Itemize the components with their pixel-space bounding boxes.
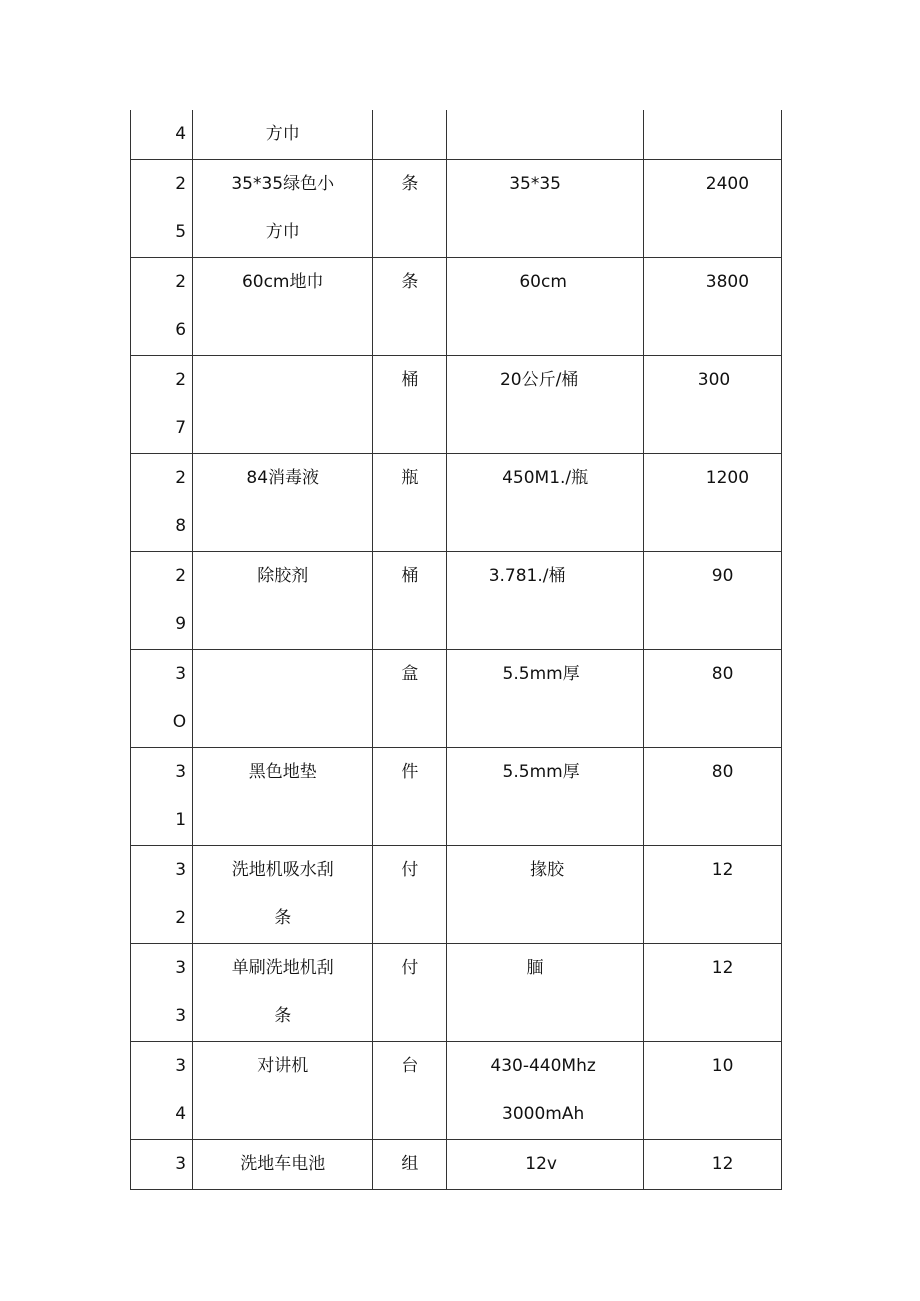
item-number: 6	[175, 320, 187, 340]
item-number: O	[172, 712, 187, 732]
item-number-cell	[131, 356, 193, 454]
quantity: 12	[711, 860, 734, 880]
unit-cell	[373, 1140, 447, 1190]
item-number: 2	[175, 272, 187, 292]
quantity: 3800	[705, 272, 750, 292]
quantity-cell	[643, 748, 781, 846]
item-number: 1	[175, 810, 187, 830]
item-name: 除胶剂	[257, 566, 309, 586]
spec-cell	[447, 1140, 643, 1190]
quantity-cell	[643, 454, 781, 552]
table-row	[131, 454, 782, 552]
table-row	[131, 748, 782, 846]
item-number: 4	[175, 1104, 187, 1124]
unit: 盒	[401, 664, 419, 684]
unit: 瓶	[401, 468, 419, 488]
spec: 5.5mm厚	[502, 762, 580, 782]
item-number-cell	[131, 944, 193, 1042]
spec-cell	[447, 846, 643, 944]
table-row	[131, 356, 782, 454]
quantity-cell	[643, 1042, 781, 1140]
quantity	[644, 110, 781, 158]
quantity: 300	[697, 370, 731, 390]
unit: 付	[401, 860, 419, 880]
spec: 60cm	[519, 272, 567, 292]
item-name: 黑色地垫	[248, 762, 317, 782]
item-number: 2	[175, 468, 187, 488]
table-row	[131, 1140, 782, 1190]
quantity-cell	[643, 258, 781, 356]
spec: 5.5mm厚	[502, 664, 580, 684]
spec-cell	[447, 650, 643, 748]
table-row	[131, 650, 782, 748]
quantity: 10	[711, 1056, 734, 1076]
item-number: 4	[175, 124, 187, 144]
item-number-cell	[131, 160, 193, 258]
item-name-cell	[193, 846, 373, 944]
item-name: 洗地车电池	[240, 1154, 326, 1174]
item-name-cell	[193, 944, 373, 1042]
item-name-cell	[193, 258, 373, 356]
unit: 桶	[401, 370, 419, 390]
item-name-cell	[193, 1042, 373, 1140]
spec: 450M1./瓶	[502, 468, 589, 488]
item-name-cell	[193, 110, 373, 160]
quantity-cell	[643, 160, 781, 258]
quantity: 12	[711, 958, 734, 978]
item-name: 条	[274, 1006, 292, 1026]
unit-cell	[373, 160, 447, 258]
item-number: 2	[175, 370, 187, 390]
unit: 组	[401, 1154, 419, 1174]
quantity: 90	[711, 566, 734, 586]
item-number-cell	[131, 650, 193, 748]
item-number: 2	[175, 174, 187, 194]
unit: 台	[401, 1056, 419, 1076]
item-name-cell	[193, 160, 373, 258]
item-number: 8	[175, 516, 187, 536]
item-number-cell	[131, 454, 193, 552]
spec-cell	[447, 748, 643, 846]
item-name	[193, 650, 372, 698]
unit: 付	[401, 958, 419, 978]
spec: 掾胶	[530, 860, 565, 880]
item-number: 3	[175, 860, 187, 880]
spec: 3000mAh	[502, 1104, 585, 1124]
item-name: 洗地机吸水刮	[231, 860, 334, 880]
unit-cell	[373, 650, 447, 748]
unit: 件	[401, 762, 419, 782]
item-number: 3	[175, 762, 187, 782]
unit-cell	[373, 846, 447, 944]
item-number: 3	[175, 1056, 187, 1076]
spec: 12v	[525, 1154, 557, 1174]
item-number: 3	[175, 1006, 187, 1026]
spec	[447, 110, 642, 158]
unit	[373, 110, 446, 158]
item-name-cell	[193, 454, 373, 552]
item-name-cell	[193, 650, 373, 748]
unit-cell	[373, 110, 447, 160]
item-name: 84消毒液	[246, 468, 320, 488]
spec-cell	[447, 258, 643, 356]
supplies-table	[130, 110, 782, 1190]
item-number-cell	[131, 258, 193, 356]
quantity-cell	[643, 110, 781, 160]
spec-cell	[447, 454, 643, 552]
item-number: 3	[175, 664, 187, 684]
quantity-cell	[643, 846, 781, 944]
item-number: 2	[175, 566, 187, 586]
quantity: 12	[711, 1154, 734, 1174]
item-name: 对讲机	[257, 1056, 309, 1076]
table-row	[131, 1042, 782, 1140]
item-number-cell	[131, 110, 193, 160]
table-row	[131, 160, 782, 258]
quantity: 80	[711, 762, 734, 782]
item-number-cell	[131, 1042, 193, 1140]
table-row	[131, 944, 782, 1042]
item-number-cell	[131, 552, 193, 650]
item-name: 35*35绿色小	[231, 174, 335, 194]
item-name: 方巾	[265, 124, 300, 144]
item-name-cell	[193, 552, 373, 650]
item-name-cell	[193, 1140, 373, 1190]
spec: 430-440Mhz	[490, 1056, 596, 1076]
spec-cell	[447, 356, 643, 454]
unit-cell	[373, 1042, 447, 1140]
item-name: 方巾	[265, 222, 300, 242]
item-number-cell	[131, 846, 193, 944]
item-name: 60cm地巾	[241, 272, 324, 292]
quantity-cell	[643, 356, 781, 454]
item-number: 3	[175, 1154, 187, 1174]
quantity-cell	[643, 944, 781, 1042]
spec: 20公斤/桶	[499, 370, 579, 390]
unit-cell	[373, 258, 447, 356]
unit-cell	[373, 748, 447, 846]
item-name: 单刷洗地机刮	[231, 958, 334, 978]
spec-cell	[447, 944, 643, 1042]
unit-cell	[373, 356, 447, 454]
unit: 条	[401, 272, 419, 292]
quantity: 80	[711, 664, 734, 684]
item-number: 3	[175, 958, 187, 978]
quantity-cell	[643, 650, 781, 748]
table-row	[131, 552, 782, 650]
table-row	[131, 846, 782, 944]
item-number: 9	[175, 614, 187, 634]
quantity: 1200	[705, 468, 750, 488]
item-name-cell	[193, 356, 373, 454]
item-number: 2	[175, 908, 187, 928]
spec-cell	[447, 160, 643, 258]
spec-cell	[447, 110, 643, 160]
spec: 3.781./桶	[488, 566, 566, 586]
spec-cell	[447, 552, 643, 650]
spec: 腼	[526, 958, 544, 978]
spec: 35*35	[509, 174, 561, 194]
quantity-cell	[643, 552, 781, 650]
item-name	[193, 356, 372, 404]
item-number-cell	[131, 748, 193, 846]
item-number: 5	[175, 222, 187, 242]
quantity: 2400	[705, 174, 750, 194]
unit: 桶	[401, 566, 419, 586]
spec-cell	[447, 1042, 643, 1140]
unit-cell	[373, 454, 447, 552]
item-number: 7	[175, 418, 187, 438]
unit-cell	[373, 944, 447, 1042]
table-row	[131, 258, 782, 356]
item-name-cell	[193, 748, 373, 846]
item-number-cell	[131, 1140, 193, 1190]
unit: 条	[401, 174, 419, 194]
table-row	[131, 110, 782, 160]
quantity-cell	[643, 1140, 781, 1190]
item-name: 条	[274, 908, 292, 928]
